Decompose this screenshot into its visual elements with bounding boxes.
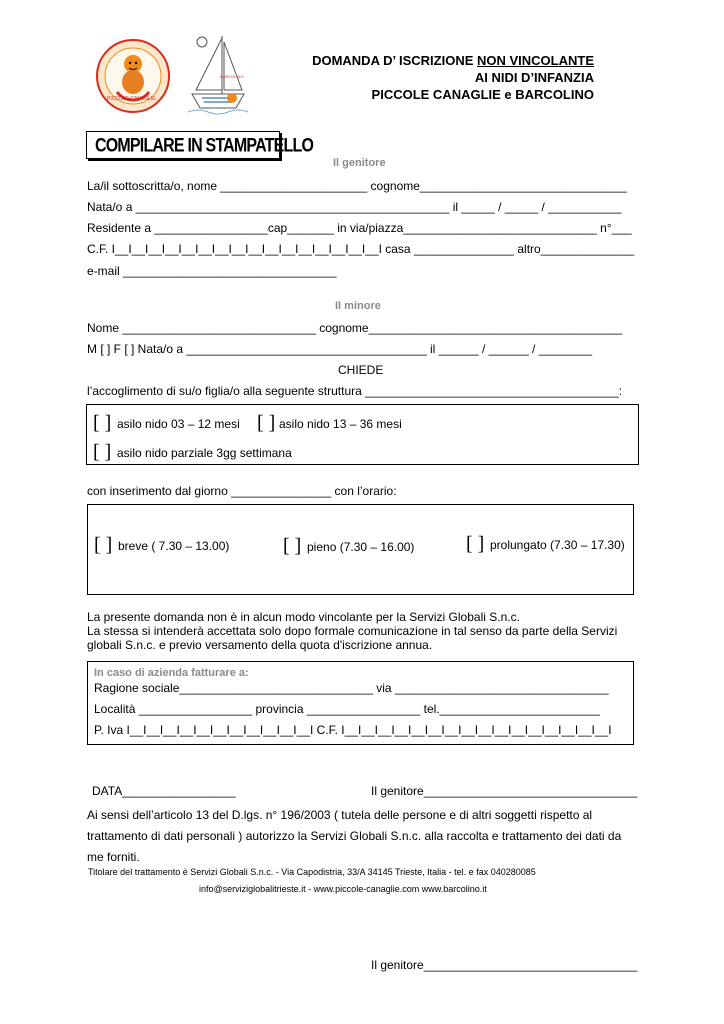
page-title (262, 52, 594, 103)
parent-birth-line[interactable]: Nata/o a _______________________________________________ il _____ / _____ / ___________ (87, 200, 622, 214)
stamp-text: COMPILARE IN STAMPATELLO (95, 136, 314, 157)
child-gender-birth-line[interactable]: M [ ] F [ ] Nata/o a ____________________________________ il ______ / ______ / ________ (87, 342, 593, 356)
contacts-text: info@serviziglobalitrieste.it - www.piccole-canaglie.com www.barcolino.it (199, 884, 487, 894)
privacy-text (87, 805, 621, 868)
schedule-line[interactable]: con inserimento dal giorno _______________ con l’orario: (87, 484, 397, 498)
breve-label: breve ( 7.30 – 13.00) (118, 539, 230, 553)
title-underlined: NON VINCOLANTE (477, 53, 594, 68)
parent-name-line[interactable]: La/il sottoscritta/o, nome ______________________ cognome_______________________________ (87, 179, 627, 193)
checkbox-opt3[interactable]: [ ] (93, 441, 112, 463)
titolare-text: Titolare del trattamento è Servizi Globali S.n.c. - Via Capodistria, 33/A 34145 Trieste, Italia - tel. e fax 040280085 (88, 867, 536, 877)
request-heading: CHIEDE (338, 363, 384, 377)
privacy-line-1: Ai sensi dell’articolo 13 del D.lgs. n° 196/2003 ( tutela delle persone e di altri soggetti rispetto al (87, 808, 593, 822)
checkbox-breve[interactable]: [ ] (94, 534, 113, 556)
logo-left-text: PICCOLE CANAGLIE (107, 96, 156, 102)
opt1-label: asilo nido 03 – 12 mesi (117, 417, 240, 431)
billing-location-line[interactable]: Località _________________ provincia _________________ tel.________________________ (94, 702, 600, 716)
request-structure-line[interactable]: l’accoglimento di su/o figlia/o alla seguente struttura ______________________________________: (87, 384, 623, 398)
structure-options-box (86, 404, 639, 465)
parent-email-line[interactable]: e-mail ________________________________ (87, 264, 337, 278)
checkbox-opt1[interactable]: [ ] (93, 412, 112, 434)
title-line-3: PICCOLE CANAGLIE e BARCOLINO (371, 87, 594, 102)
billing-company-line[interactable]: Ragione sociale_____________________________ via ________________________________ (94, 681, 609, 695)
title-line-2: AI NIDI D’INFANZIA (474, 70, 594, 85)
signature-field-2[interactable]: Il genitore________________________________ (371, 958, 638, 972)
parent-cf-line[interactable]: C.F. I__I__I__I__I__I__I__I__I__I__I__I__I__I__I__I__I casa _______________ altro______________ (87, 242, 635, 256)
logo-barcolino (188, 32, 248, 118)
notice-line-3: globali S.n.c. e previo versamento della quota d'iscrizione annua. (87, 638, 433, 652)
checkbox-pieno[interactable]: [ ] (283, 535, 302, 557)
prolungato-label: prolungato (7.30 – 17.30) (490, 538, 625, 552)
pieno-label: pieno (7.30 – 16.00) (307, 540, 415, 554)
notice-line-2: La stessa si intenderà accettata solo dopo formale comunicazione in tal senso da parte della Servizi (87, 624, 618, 638)
checkbox-prolungato[interactable]: [ ] (466, 533, 485, 555)
billing-vat-line[interactable]: P. Iva I__I__I__I__I__I__I__I__I__I__I__I C.F. I__I__I__I__I__I__I__I__I__I__I__I__I__I__I__I__I (94, 723, 612, 737)
opt2-label: asilo nido 13 – 36 mesi (279, 417, 402, 431)
logo-right-text: BARCOLINO (220, 74, 244, 79)
parent-address-line[interactable]: Residente a _________________cap_______ in via/piazza_____________________________ n°___ (87, 221, 632, 235)
parent-heading: Il genitore (333, 157, 386, 169)
child-heading: Il minore (335, 300, 381, 312)
child-name-line[interactable]: Nome _____________________________ cognome______________________________________ (87, 321, 623, 335)
signature-field[interactable]: Il genitore________________________________ (371, 784, 638, 798)
title-line-1: DOMANDA D’ ISCRIZIONE (312, 53, 477, 68)
notice-text (87, 610, 617, 652)
opt3-label: asilo nido parziale 3gg settimana (117, 446, 292, 460)
stamp-box (86, 131, 314, 159)
billing-box (87, 661, 634, 745)
schedule-options-box (87, 504, 634, 595)
checkbox-opt2[interactable]: [ ] (257, 412, 276, 434)
privacy-line-3: me forniti. (87, 850, 140, 864)
date-field[interactable]: DATA_________________ (92, 784, 236, 798)
privacy-line-2: trattamento di dati personali ) autorizzo la Servizi Globali S.n.c. alla raccolta e trattamento dei dati da (87, 829, 622, 843)
logo-piccole-canaglie (95, 38, 171, 114)
billing-heading: In caso di azienda fatturare a: (94, 667, 249, 679)
notice-line-1: La presente domanda non è in alcun modo vincolante per la Servizi Globali S.n.c. (87, 610, 520, 624)
